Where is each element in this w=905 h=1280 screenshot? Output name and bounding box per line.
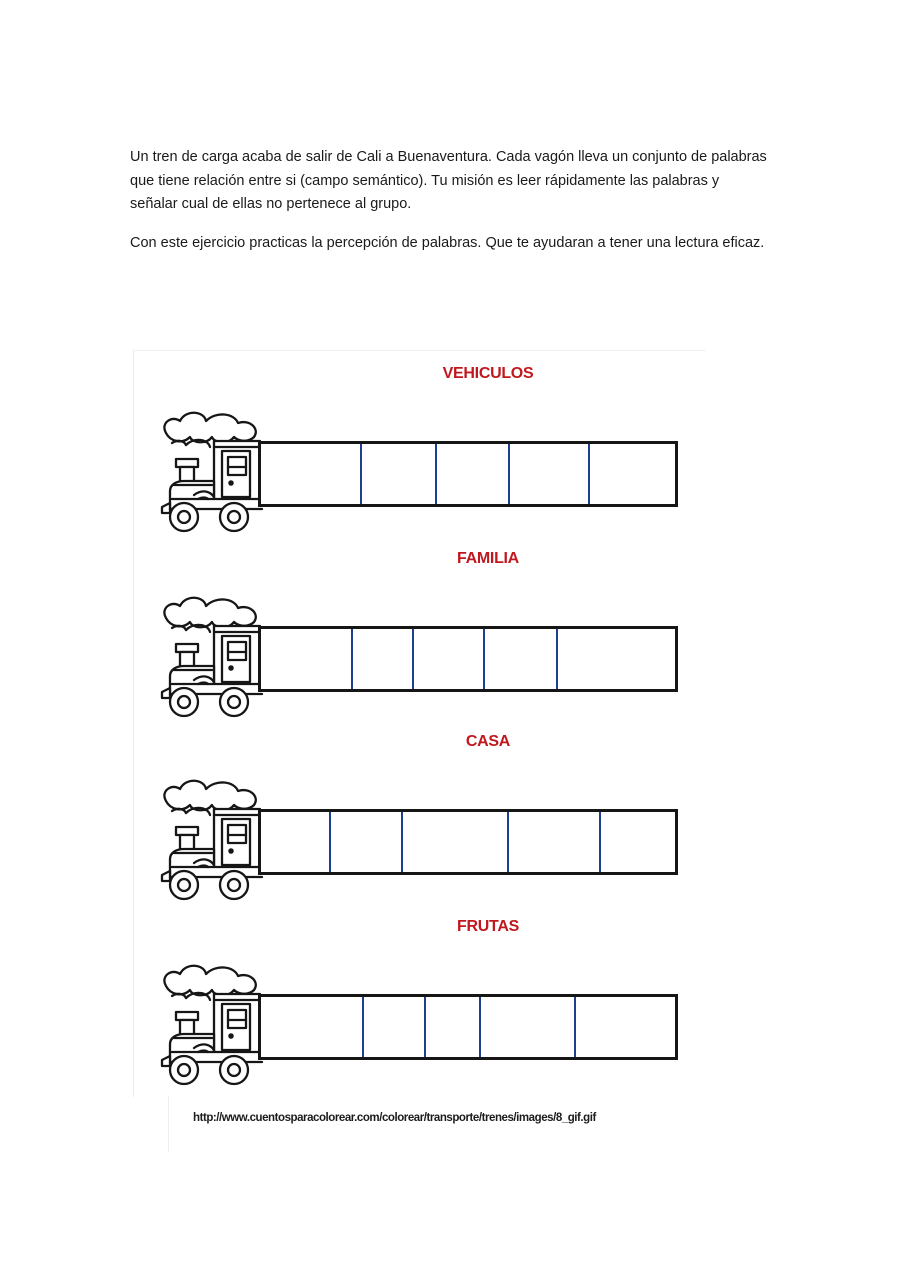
wagon xyxy=(258,441,678,507)
image-caption-area xyxy=(168,1096,737,1152)
wagon-divider xyxy=(360,444,362,504)
section-title: VEHICULOS xyxy=(442,365,534,382)
intro-paragraph-2: Con este ejercicio practicas la percepción de palabras. Que te ayudaran a tener una lectura eficaz. xyxy=(130,235,765,251)
wagon-divider xyxy=(401,812,403,872)
wagon-divider xyxy=(483,629,485,689)
wagon-divider xyxy=(508,444,510,504)
train-locomotive-icon xyxy=(158,594,264,718)
wagon-divider xyxy=(556,629,558,689)
wagon-divider xyxy=(574,997,576,1057)
wagon-divider xyxy=(599,812,601,872)
wagon-divider xyxy=(424,997,426,1057)
wagon xyxy=(258,626,678,692)
intro-paragraph-1: Un tren de carga acaba de salir de Cali a Buenaventura. Cada vagón lleva un conjunto de palabras que tiene relación entre si (campo semántico). Tu misión es leer rápidamente las palabras y señalar cual de ellas no pertenece al grupo. xyxy=(130,149,767,212)
train-locomotive-icon xyxy=(158,777,264,901)
wagon-divider xyxy=(507,812,509,872)
train-locomotive-icon xyxy=(158,962,264,1086)
train-section-vehiculos xyxy=(134,351,706,536)
section-title: CASA xyxy=(465,733,511,750)
wagon-divider xyxy=(479,997,481,1057)
wagon-divider xyxy=(588,444,590,504)
wagon-divider xyxy=(412,629,414,689)
wagon-divider xyxy=(362,997,364,1057)
wagon-divider xyxy=(351,629,353,689)
wagon-divider xyxy=(329,812,331,872)
train-section-frutas xyxy=(134,904,706,1089)
train-section-casa xyxy=(134,719,706,904)
image-source-caption: http://www.cuentosparacolorear.com/colorear/transporte/trenes/images/8_gif.gif xyxy=(193,1112,596,1124)
train-locomotive-icon xyxy=(158,409,264,533)
train-section-familia xyxy=(134,536,706,721)
wagon xyxy=(258,994,678,1060)
wagon xyxy=(258,809,678,875)
train-worksheet-image xyxy=(133,350,706,1097)
wagon-divider xyxy=(435,444,437,504)
section-title: FAMILIA xyxy=(457,550,519,567)
section-title: FRUTAS xyxy=(457,918,519,935)
